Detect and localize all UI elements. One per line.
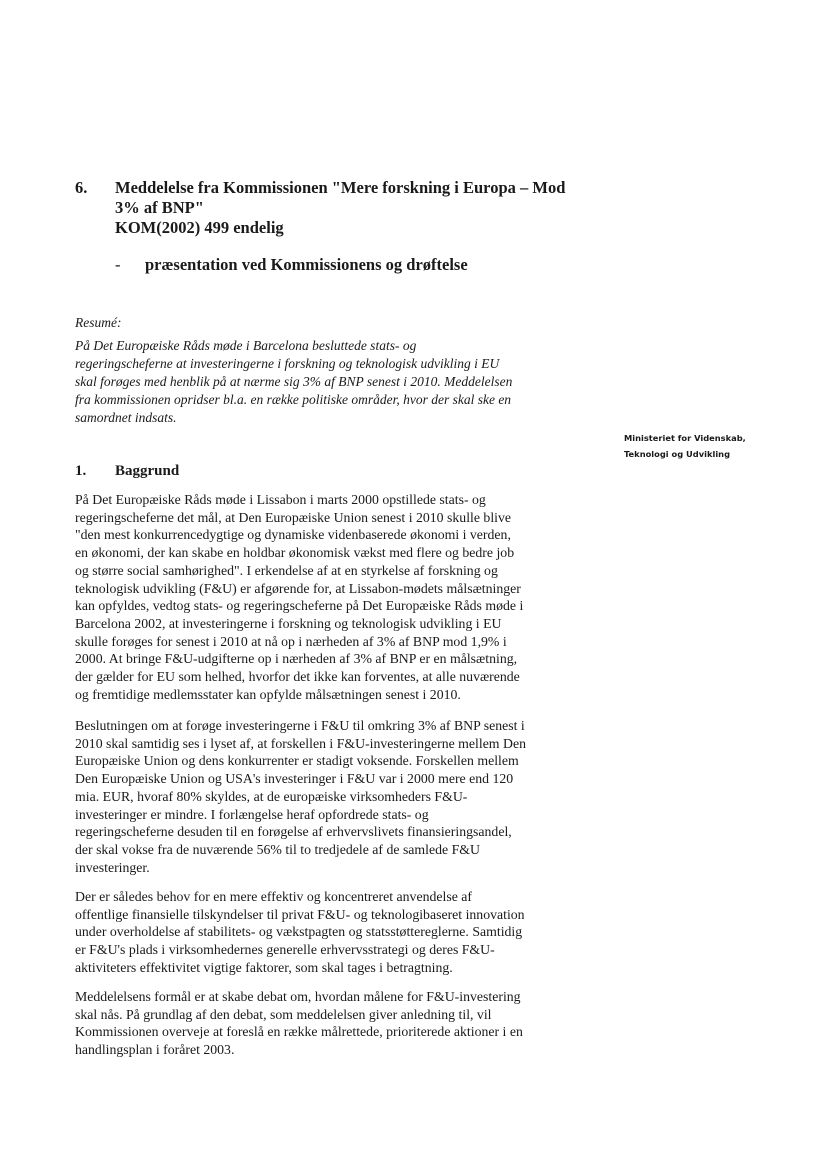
paragraph-line: mia. EUR, hvoraf 80% skyldes, at de europæiske virksomheders F&U- bbox=[75, 788, 468, 804]
paragraph-line: der skal vokse fra de nuværende 56% til to tredjedele af de samlede F&U bbox=[75, 841, 480, 857]
paragraph-line: Kommissionen overveje at foreslå en række målrettede, prioriterede aktioner i en bbox=[75, 1024, 523, 1040]
section-heading bbox=[75, 463, 179, 480]
paragraph-line: regeringscheferne det mål, at Den Europæiske Union senest i 2010 skulle blive bbox=[75, 509, 512, 525]
paragraph-line: kan opfyldes, vedtog stats- og regeringscheferne på Det Europæiske Råds møde i bbox=[75, 598, 524, 614]
paragraph-line: investeringer er mindre. I forlængelse heraf opfordrede stats- og bbox=[75, 806, 429, 822]
paragraph bbox=[75, 717, 605, 876]
resume-line: regeringscheferne at investeringerne i forskning og teknologisk udvikling i EU bbox=[75, 356, 500, 371]
section-number: 1. bbox=[75, 463, 87, 479]
resume-text bbox=[75, 337, 595, 427]
resume-line: fra kommissionen opridser bl.a. en række politiske områder, hvor der skal ske en bbox=[75, 392, 512, 407]
paragraph-line: aktiviteters effektivitet vigtige faktorer, som skal tages i betragtning. bbox=[75, 959, 453, 975]
paragraph-line: og større social samhørighed". I erkendelse af at en styrkelse af forskning og bbox=[75, 562, 498, 578]
paragraph-line: Meddelelsens formål er at skabe debat om, hvordan målene for F&U-investering bbox=[75, 989, 521, 1004]
ministry-line: Teknologi og Udvikling bbox=[624, 449, 731, 459]
paragraph-line: På Det Europæiske Råds møde i Lissabon i marts 2000 opstillede stats- og bbox=[75, 492, 486, 507]
agenda-number: 6. bbox=[75, 178, 88, 197]
paragraph-line: regeringscheferne desuden til en forøgelse af erhvervslivets finansieringsandel, bbox=[75, 824, 512, 840]
agenda-subpoint bbox=[115, 255, 468, 275]
paragraph-line: Den Europæiske Union og USA's investeringer i F&U var i 2000 mere end 120 bbox=[75, 771, 514, 787]
paragraph-line: en økonomi, der kan skabe en holdbar økonomisk vækst med flere og bedre job bbox=[75, 545, 515, 561]
resume-line: På Det Europæiske Råds møde i Barcelona besluttede stats- og bbox=[75, 338, 417, 353]
ministry-line: Ministeriet for Videnskab, bbox=[624, 433, 746, 443]
paragraph-line: Der er således behov for en mere effektiv og koncentreret anvendelse af bbox=[75, 889, 472, 904]
section-title: Baggrund bbox=[115, 463, 180, 479]
paragraph-line: 2000. At bringe F&U-udgifterne op i nærheden af 3% af BNP er en målsætning, bbox=[75, 651, 518, 667]
resume-line: samordnet indsats. bbox=[75, 410, 177, 425]
paragraph-line: og fremtidige medlemsstater kan opfylde målsætningen senest i 2010. bbox=[75, 686, 461, 702]
paragraph bbox=[75, 491, 605, 703]
paragraph-line: der gælder for EU som helhed, hvorfor det ikke kan forventes, at alle nuværende bbox=[75, 669, 520, 685]
paragraph-line: 2010 skal samtidig ses i lyset af, at forskellen i F&U-investeringerne mellem Den bbox=[75, 735, 526, 751]
resume-label: Resumé: bbox=[75, 315, 122, 330]
paragraph-line: under overholdelse af stabilitets- og vækstpagten og statsstøttereglerne. Samtidig bbox=[75, 924, 523, 940]
agenda-title-line: Meddelelse fra Kommissionen "Mere forskning i Europa – Mod bbox=[115, 178, 566, 197]
paragraph-line: Beslutningen om at forøge investeringerne i F&U til omkring 3% af BNP senest i bbox=[75, 718, 525, 733]
paragraph-line: "den mest konkurrencedygtige og dynamiske videnbaserede økonomi i verden, bbox=[75, 527, 511, 543]
agenda-title bbox=[115, 178, 605, 238]
agenda-title-line: 3% af BNP" bbox=[115, 198, 204, 217]
paragraph-line: investeringer. bbox=[75, 859, 150, 875]
subpoint-text: præsentation ved Kommissionens og drøftelse bbox=[145, 255, 468, 274]
paragraph bbox=[75, 888, 605, 977]
paragraph-line: Barcelona 2002, at investeringerne i forskning og teknologisk udvikling i EU bbox=[75, 615, 502, 631]
paragraph-line: teknologisk udvikling (F&U) er afgørende for, at Lissabon-mødets målsætninger bbox=[75, 580, 521, 596]
paragraph-line: handlingsplan i foråret 2003. bbox=[75, 1042, 235, 1058]
subpoint-dash: - bbox=[115, 255, 121, 274]
paragraph-line: skal nås. På grundlag af den debat, som meddelelsen giver anledning til, vil bbox=[75, 1006, 492, 1022]
ministry-name bbox=[624, 430, 804, 462]
paragraph-line: er F&U's plads i virksomhedernes generelle erhvervsstrategi og deres F&U- bbox=[75, 942, 495, 958]
agenda-title-line: KOM(2002) 499 endelig bbox=[115, 218, 284, 237]
paragraph bbox=[75, 988, 605, 1059]
paragraph-line: Europæiske Union og dens konkurrenter er stadigt voksende. Forskellen mellem bbox=[75, 753, 519, 769]
paragraph-line: offentlige finansielle tilskyndelser til privat F&U- og teknologibaseret innovation bbox=[75, 906, 525, 922]
resume-line: skal forøges med henblik på at nærme sig 3% af BNP senest i 2010. Meddelelsen bbox=[75, 374, 513, 389]
paragraph-line: skulle forøges for senest i 2010 at nå op i nærheden af 3% af BNP mod 1,9% i bbox=[75, 633, 507, 649]
